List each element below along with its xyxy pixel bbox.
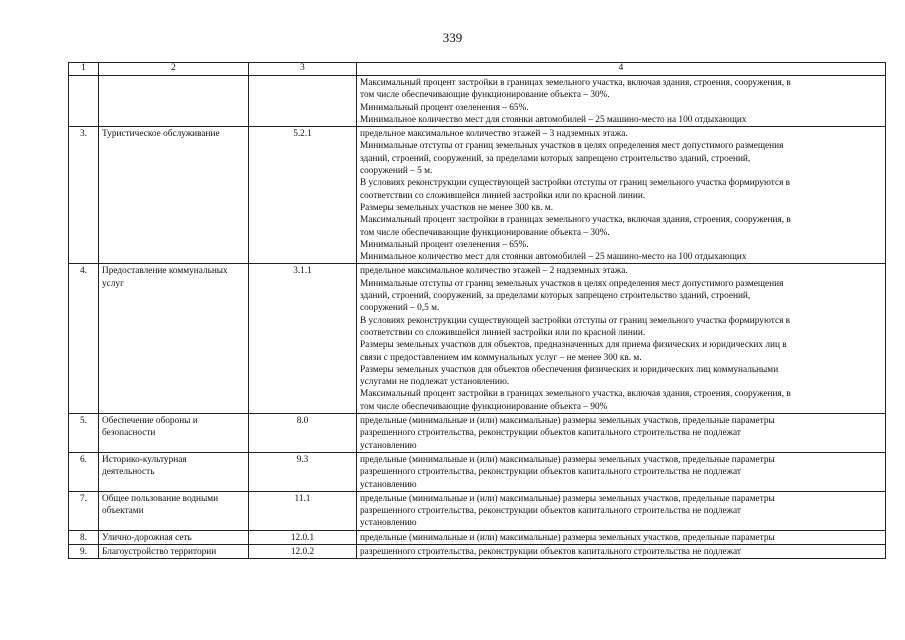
header-cell: 3 — [249, 63, 357, 76]
land-use-type-line: безопасности — [102, 428, 156, 439]
parameter-line: Минимальные отступы от границ земельных участков в целях определения мест допустимого размещения — [360, 278, 784, 289]
parameter-line: сооружений – 5 м. — [360, 166, 433, 177]
parameter-line: разрешенного строительства, реконструкции объектов капитального строительства не подлежат — [360, 428, 741, 439]
row-number: 7. — [69, 491, 99, 530]
parameters-cell — [357, 264, 886, 414]
land-use-type — [99, 264, 249, 414]
table-row — [69, 127, 886, 264]
row-number: 4. — [69, 264, 99, 414]
land-use-type — [99, 452, 249, 491]
parameter-line: Минимальные отступы от границ земельных участков в целях определения мест допустимого размещения — [360, 141, 784, 152]
classifier-code: 11.1 — [249, 491, 357, 530]
parameters-cell — [357, 544, 886, 558]
row-number: 6. — [69, 452, 99, 491]
land-use-type — [99, 76, 249, 127]
parameter-line: зданий, строений, сооружений, за пределами которых запрещено строительство зданий, строений, — [360, 153, 751, 164]
regulations-table — [68, 62, 886, 559]
land-use-type-line: Историко-культурная — [102, 454, 187, 465]
parameter-line: связи с предоставлением им коммунальных услуг – не менее 300 кв. м. — [360, 352, 642, 363]
parameter-line: Минимальное количество мест для стоянки автомобилей – 25 машино-место на 100 отдыхающих — [360, 252, 747, 263]
header-cell: 4 — [357, 63, 886, 76]
parameter-line: Максимальный процент застройки в границах земельного участка, включая здания, строения, сооружения, в — [360, 78, 791, 88]
parameter-line: Размеры земельных участков для объектов обеспечения физических и юридических лиц коммунальными — [360, 364, 779, 375]
parameter-line: Минимальное количество мест для стоянки автомобилей – 25 машино-место на 100 отдыхающих — [360, 114, 747, 125]
parameters-cell — [357, 452, 886, 491]
parameter-line: В условиях реконструкции существующей застройки отступы от границ земельного участка формируются в — [360, 178, 791, 189]
table-row — [69, 530, 886, 544]
row-number: 9. — [69, 544, 99, 558]
parameter-line: установлению — [360, 440, 417, 451]
table-row — [69, 491, 886, 530]
row-number: 5. — [69, 414, 99, 453]
header-row — [69, 63, 886, 76]
parameter-line: Минимальный процент озеленения – 65%. — [360, 239, 529, 250]
parameter-line: установлению — [360, 479, 417, 490]
parameter-line: Максимальный процент застройки в границах земельного участка, включая здания, строения, сооружения, в — [360, 215, 791, 226]
parameter-line: Размеры земельных участков для объектов, предназначенных для приема физических и юридических лиц в — [360, 340, 787, 351]
parameter-line: том числе обеспечивающие функционирование объекта – 30%. — [360, 227, 610, 238]
classifier-code: 5.2.1 — [249, 127, 357, 264]
parameter-line: Размеры земельных участков не менее 300 кв. м. — [360, 202, 554, 213]
classifier-code: 3.1.1 — [249, 264, 357, 414]
parameter-line: соответствии со сложившейся линией застройки или по красной линии. — [360, 190, 646, 201]
parameter-line: предельное максимальное количество этажей – 3 надземных этажа. — [360, 129, 628, 140]
parameters-cell — [357, 491, 886, 530]
parameter-line: разрешенного строительства, реконструкции объектов капитального строительства не подлежат — [360, 546, 741, 557]
classifier-code: 12.0.2 — [249, 544, 357, 558]
parameter-line: сооружений – 0,5 м. — [360, 303, 440, 314]
page-number: 339 — [442, 30, 463, 45]
classifier-code: 8.0 — [249, 414, 357, 453]
parameter-line: предельное максимальное количество этажей – 2 надземных этажа. — [360, 266, 628, 277]
parameter-line: предельные (минимальные и (или) максимальные) размеры земельных участков, предельные параметры — [360, 416, 775, 427]
table-row — [69, 544, 886, 558]
parameter-line: предельные (минимальные и (или) максимальные) размеры земельных участков, предельные параметры — [360, 454, 775, 465]
land-use-type-line: Благоустройство территории — [102, 546, 217, 557]
parameter-line: соответствии со сложившейся линией застройки или по красной линии. — [360, 327, 646, 338]
parameter-line: разрешенного строительства, реконструкции объектов капитального строительства не подлежат — [360, 506, 741, 517]
land-use-type — [99, 544, 249, 558]
row-number — [69, 76, 99, 127]
parameter-line: В условиях реконструкции существующей застройки отступы от границ земельного участка формируются в — [360, 315, 791, 326]
parameter-line: зданий, строений, сооружений, за пределами которых запрещено строительство зданий, строений, — [360, 291, 751, 302]
land-use-type-line: Улично-дорожная сеть — [102, 532, 192, 543]
row-number: 8. — [69, 530, 99, 544]
classifier-code — [249, 76, 357, 127]
parameter-line: том числе обеспечивающие функционирование объекта – 90% — [360, 401, 608, 412]
land-use-type-line: услуг — [102, 278, 124, 289]
parameters-cell — [357, 127, 886, 264]
row-number: 3. — [69, 127, 99, 264]
parameter-line: том числе обеспечивающие функционирование объекта – 30%. — [360, 90, 610, 101]
parameter-line: предельные (минимальные и (или) максимальные) размеры земельных участков, предельные параметры — [360, 532, 775, 543]
land-use-type-line: Предоставление коммунальных — [102, 266, 228, 277]
header-cell: 1 — [69, 63, 99, 76]
classifier-code: 12.0.1 — [249, 530, 357, 544]
land-use-type-line: деятельность — [102, 467, 155, 478]
land-use-type-line: Обеспечение обороны и — [102, 416, 198, 427]
land-use-type — [99, 491, 249, 530]
parameters-cell — [357, 414, 886, 453]
table-row — [69, 264, 886, 414]
parameters-cell — [357, 76, 886, 127]
table-row — [69, 452, 886, 491]
land-use-type-line: объектами — [102, 506, 144, 517]
land-use-type-line: Общее пользование водными — [102, 493, 219, 504]
land-use-type — [99, 530, 249, 544]
parameter-line: услугами не подлежат установлению. — [360, 377, 510, 388]
parameter-line: Минимальный процент озеленения – 65%. — [360, 102, 529, 113]
classifier-code: 9.3 — [249, 452, 357, 491]
parameters-cell — [357, 530, 886, 544]
land-use-type — [99, 127, 249, 264]
table-row — [69, 76, 886, 127]
land-use-type — [99, 414, 249, 453]
parameter-line: разрешенного строительства, реконструкции объектов капитального строительства не подлежат — [360, 467, 741, 478]
land-use-type-line: Туристическое обслуживание — [102, 129, 220, 140]
header-cell: 2 — [99, 63, 249, 76]
parameter-line: Максимальный процент застройки в границах земельного участка, включая здания, строения, сооружения, в — [360, 389, 791, 400]
table-row — [69, 414, 886, 453]
parameter-line: предельные (минимальные и (или) максимальные) размеры земельных участков, предельные параметры — [360, 493, 775, 504]
parameter-line: установлению — [360, 518, 417, 529]
